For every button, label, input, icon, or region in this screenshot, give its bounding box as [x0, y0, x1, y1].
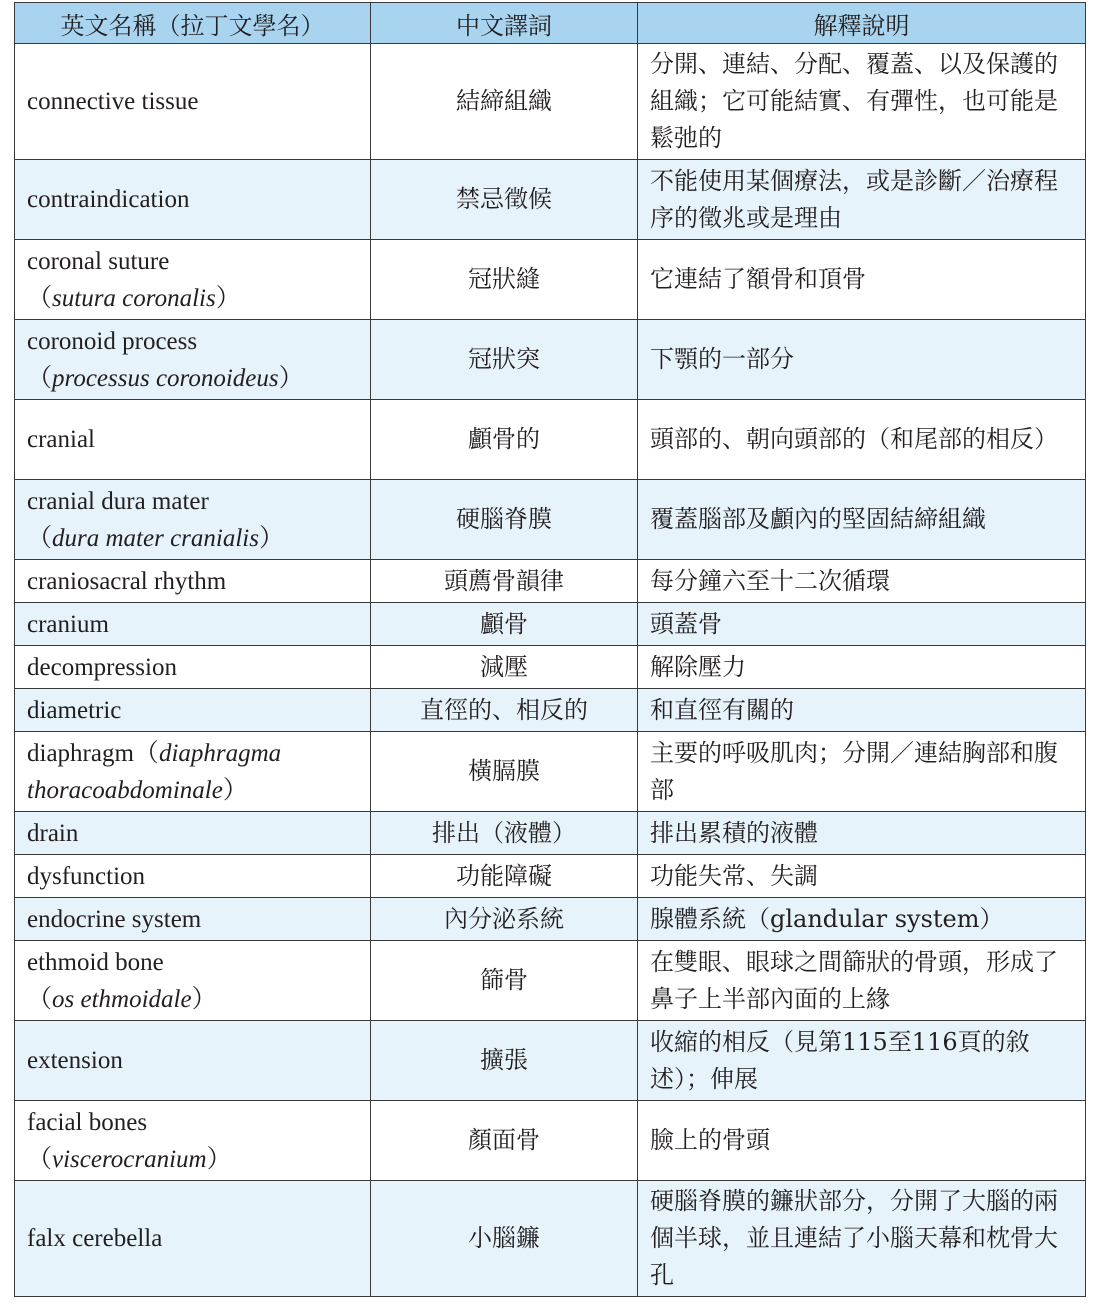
table-row: [15, 160, 1086, 240]
chinese-term: 頭薦骨韻律: [371, 560, 638, 603]
latin-name: processus coronoideus: [52, 364, 279, 392]
english-term-cell: [15, 812, 371, 855]
explanation: 它連結了額骨和頂骨: [638, 240, 1086, 320]
table-row: [15, 941, 1086, 1021]
table-header-row: [15, 3, 1086, 44]
explanation: 在雙眼、眼球之間篩狀的骨頭，形成了鼻子上半部內面的上緣: [638, 941, 1086, 1021]
explanation: 和直徑有關的: [638, 689, 1086, 732]
english-term-cell: [15, 1181, 371, 1297]
table-row: [15, 44, 1086, 160]
explanation: 腺體系統（glandular system）: [638, 898, 1086, 941]
english-term: diametric: [27, 696, 122, 724]
latin-name: diaphragma thoracoabdominale: [27, 739, 282, 804]
english-term-cell: facial bones （viscerocranium）: [15, 1101, 371, 1181]
english-term: extension: [27, 1047, 123, 1074]
chinese-term: 禁忌徵候: [371, 160, 638, 240]
chinese-term: 顏面骨: [371, 1101, 638, 1181]
chinese-term: 結締組織: [371, 44, 638, 160]
explanation: 不能使用某個療法，或是診斷／治療程序的徵兆或是理由: [638, 160, 1086, 240]
explanation: 頭部的、朝向頭部的（和尾部的相反）: [638, 400, 1086, 480]
table-row: [15, 320, 1086, 400]
english-term-cell: [15, 400, 371, 480]
english-term: falx cerebella: [27, 1225, 163, 1252]
explanation: 覆蓋腦部及顱內的堅固結締組織: [638, 480, 1086, 560]
english-term-cell: [15, 898, 371, 941]
english-term-cell: coronal suture （sutura coronalis）: [15, 240, 371, 320]
english-term: ethmoid bone: [27, 948, 164, 976]
english-term-cell: [15, 689, 371, 732]
table-row: [15, 400, 1086, 480]
english-term-cell: [15, 160, 371, 240]
latin-name: viscerocranium: [52, 1145, 207, 1173]
table-row: [15, 603, 1086, 646]
explanation: 頭蓋骨: [638, 603, 1086, 646]
english-term-cell: [15, 855, 371, 898]
english-term: coronoid process: [27, 327, 198, 355]
glossary-body: [15, 44, 1086, 1297]
chinese-term: 功能障礙: [371, 855, 638, 898]
table-row: [15, 732, 1086, 812]
english-term-cell: [15, 560, 371, 603]
chinese-term: 硬腦脊膜: [371, 480, 638, 560]
english-term-cell: [15, 646, 371, 689]
chinese-term: 擴張: [371, 1021, 638, 1101]
english-term-cell: [15, 603, 371, 646]
column-header-explanation: 解釋說明: [638, 3, 1086, 44]
table-row: [15, 855, 1086, 898]
english-term-cell: [15, 1021, 371, 1101]
english-term: coronal suture: [27, 247, 170, 275]
english-term-cell: coronoid process （processus coronoideus）: [15, 320, 371, 400]
chinese-term: 小腦鐮: [371, 1181, 638, 1297]
english-term: endocrine system: [27, 905, 202, 933]
explanation: 解除壓力: [638, 646, 1086, 689]
explanation: 功能失常、失調: [638, 855, 1086, 898]
column-header-english: 英文名稱（拉丁文學名）: [15, 3, 371, 44]
english-term-cell: ethmoid bone （os ethmoidale）: [15, 941, 371, 1021]
latin-name: sutura coronalis: [52, 284, 216, 312]
latin-name: os ethmoidale: [52, 985, 192, 1013]
chinese-term: 冠狀突: [371, 320, 638, 400]
table-row: [15, 1101, 1086, 1181]
english-term: contraindication: [27, 186, 190, 213]
chinese-term: 內分泌系統: [371, 898, 638, 941]
table-row: [15, 646, 1086, 689]
english-term: diaphragm: [27, 739, 134, 767]
english-term-cell: cranial dura mater （dura mater cranialis）: [15, 480, 371, 560]
chinese-term: 顱骨: [371, 603, 638, 646]
explanation: 主要的呼吸肌肉；分開／連結胸部和腹部: [638, 732, 1086, 812]
table-row: [15, 898, 1086, 941]
english-term-cell: [15, 44, 371, 160]
english-term: dysfunction: [27, 862, 146, 890]
column-header-chinese: 中文譯詞: [371, 3, 638, 44]
table-row: [15, 1021, 1086, 1101]
chinese-term: 排出（液體）: [371, 812, 638, 855]
english-term: cranial: [27, 426, 96, 453]
explanation: 收縮的相反（見第115至116頁的敘述）；伸展: [638, 1021, 1086, 1101]
explanation: 分開、連結、分配、覆蓋、以及保護的組織；它可能結實、有彈性，也可能是鬆弛的: [638, 44, 1086, 160]
table-row: [15, 812, 1086, 855]
explanation: 下顎的一部分: [638, 320, 1086, 400]
latin-name: dura mater cranialis: [52, 524, 259, 552]
chinese-term: 顱骨的: [371, 400, 638, 480]
english-term-cell: diaphragm（diaphragma thoracoabdominale）: [15, 732, 371, 812]
english-term: cranial dura mater: [27, 487, 209, 515]
table-row: [15, 240, 1086, 320]
table-row: [15, 1181, 1086, 1297]
explanation: 臉上的骨頭: [638, 1101, 1086, 1181]
explanation: 硬腦脊膜的鐮狀部分，分開了大腦的兩個半球，並且連結了小腦天幕和枕骨大孔: [638, 1181, 1086, 1297]
glossary-table: [14, 2, 1086, 1297]
english-term: drain: [27, 819, 79, 847]
english-term: facial bones: [27, 1108, 148, 1136]
table-row: [15, 560, 1086, 603]
explanation: 每分鐘六至十二次循環: [638, 560, 1086, 603]
chinese-term: 冠狀縫: [371, 240, 638, 320]
table-row: [15, 689, 1086, 732]
english-term: decompression: [27, 653, 177, 681]
english-term: cranium: [27, 610, 109, 638]
explanation: 排出累積的液體: [638, 812, 1086, 855]
chinese-term: 減壓: [371, 646, 638, 689]
chinese-term: 篩骨: [371, 941, 638, 1021]
english-term: craniosacral rhythm: [27, 567, 227, 595]
chinese-term: 直徑的、相反的: [371, 689, 638, 732]
chinese-term: 橫膈膜: [371, 732, 638, 812]
english-term: connective tissue: [27, 88, 199, 115]
table-row: [15, 480, 1086, 560]
